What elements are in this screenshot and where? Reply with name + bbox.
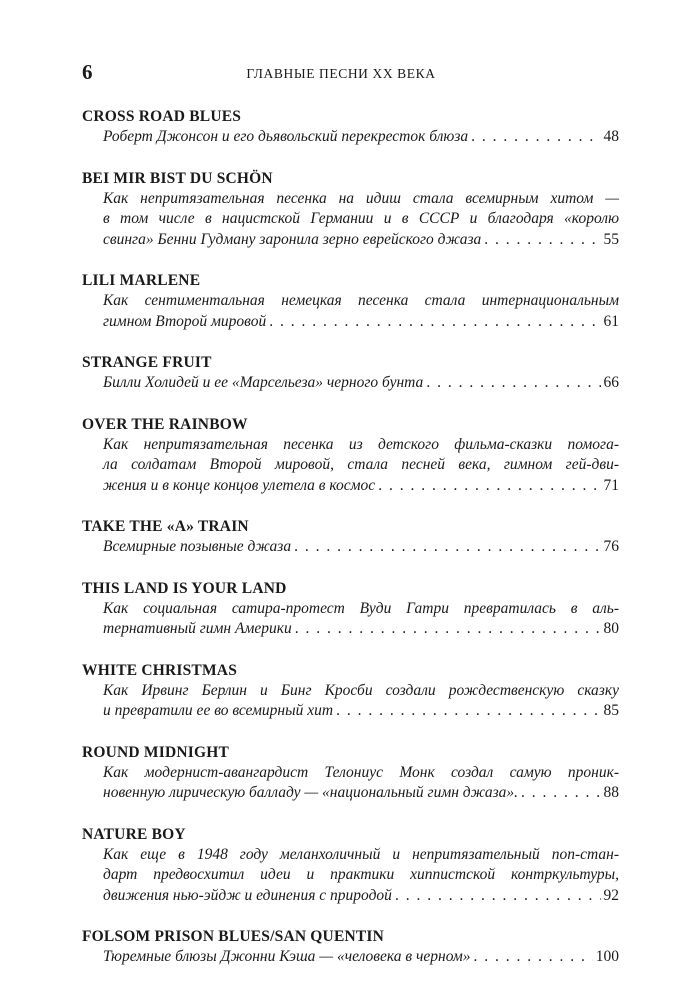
description-line (103, 373, 619, 394)
entry-description (82, 947, 619, 968)
entry-title: OVER THE RAINBOW (82, 415, 248, 433)
page-reference: 88 (603, 784, 619, 801)
description-text: ла солдатам Второй мировой, стала песней века, гимном гей-дви- (103, 456, 619, 473)
dot-leader (426, 373, 600, 394)
description-line (103, 886, 619, 907)
description-text: в том числе в нацистской Германии и в СССР и благодаря «королю (103, 210, 619, 227)
description-text: тернативный гимн Америки (103, 620, 292, 637)
description-text: Как непритязательная песенка на идиш стала всемирным хитом — (103, 189, 619, 207)
description-line (103, 455, 619, 476)
dot-leader (294, 537, 600, 558)
description-line (103, 435, 619, 456)
entry-title: CROSS ROAD BLUES (82, 108, 242, 125)
toc-entry (82, 825, 619, 907)
description-line (103, 189, 619, 210)
page-reference: 66 (603, 374, 619, 391)
description-line (103, 865, 619, 886)
toc-entry (82, 169, 619, 251)
description-line (103, 209, 619, 230)
description-line (103, 537, 619, 558)
dot-leader (378, 476, 600, 497)
description-line (103, 701, 619, 722)
entry-title: STRANGE FRUIT (82, 354, 212, 371)
dot-leader (336, 701, 600, 722)
entry-description (82, 373, 619, 394)
page-reference: 71 (603, 476, 619, 494)
dot-leader (395, 886, 601, 907)
description-line (103, 681, 619, 702)
entry-description (82, 763, 619, 804)
description-line (103, 845, 619, 866)
entry-title: BEI MIR BIST DU SCHÖN (82, 169, 273, 187)
entry-title: NATURE BOY (82, 825, 186, 843)
entry-description (82, 291, 619, 332)
description-text: Как еще в 1948 году меланхоличный и непритязательный поп-стан- (103, 845, 619, 863)
description-text: Тюремные блюзы Джонни Кэша — «человека в черном» (103, 948, 471, 965)
description-text: Как социальная сатира-протест Вуди Гатри превратилась в аль- (103, 599, 619, 617)
description-text: Роберт Джонсон и его дьявольский перекресток блюза (103, 128, 469, 145)
description-text: гимном Второй мировой (103, 312, 267, 330)
page-reference: 76 (603, 538, 619, 555)
description-text: Билли Холидей и ее «Марсельеза» черного бунта (103, 374, 424, 391)
dot-leader (521, 783, 600, 804)
entry-title: FOLSOM PRISON BLUES/SAN QUENTIN (82, 928, 385, 945)
description-line (103, 599, 619, 620)
description-text: Всемирные позывные джаза (103, 538, 292, 555)
toc-entry (82, 661, 619, 722)
description-line (103, 783, 619, 804)
entry-title: LILI MARLENE (82, 272, 201, 289)
entry-title: TAKE THE «A» TRAIN (82, 518, 249, 535)
description-line (103, 127, 619, 148)
dot-leader (471, 127, 600, 148)
description-text: движения нью-эйдж и единения с природой (103, 886, 392, 904)
toc-entry (82, 579, 619, 640)
description-text: дарт предвосхитил идеи и практики хиппистской контркультуры, (103, 866, 619, 883)
page-reference: 61 (603, 312, 619, 330)
description-text: и превратили ее во всемирный хит (103, 702, 334, 719)
description-text: свинга» Бенни Гудману заронила зерно еврейского джаза (103, 230, 482, 248)
entry-description (82, 127, 619, 148)
dot-leader (484, 230, 600, 251)
description-line (103, 619, 619, 640)
page-reference: 100 (595, 948, 619, 965)
dot-leader (295, 619, 601, 640)
toc-entry (82, 743, 619, 804)
description-text: Как сентиментальная немецкая песенка стала интернациональным (103, 292, 619, 309)
toc-entry (82, 927, 619, 968)
description-text: новенную лирическую балладу — «национальный гимн джаза». (103, 784, 519, 801)
dot-leader (269, 312, 600, 333)
description-line (103, 312, 619, 333)
toc-entry (82, 517, 619, 558)
toc-entry (82, 271, 619, 332)
entry-title: ROUND MIDNIGHT (82, 743, 230, 761)
toc-entry (82, 353, 619, 394)
description-line (103, 291, 619, 312)
description-line (103, 763, 619, 784)
description-text: Как Ирвинг Берлин и Бинг Кросби создали рождественскую сказку (103, 681, 619, 699)
entry-description (82, 537, 619, 558)
entry-description (82, 845, 619, 907)
entry-title: WHITE CHRISTMAS (82, 661, 238, 679)
page-reference: 80 (603, 620, 619, 637)
entry-description (82, 681, 619, 722)
page-number: 6 (82, 60, 93, 84)
table-of-contents (82, 107, 619, 968)
page-reference: 85 (603, 702, 619, 719)
entry-description (82, 435, 619, 497)
entry-description (82, 599, 619, 640)
description-text: Как непритязательная песенка из детского фильма-сказки помога- (103, 435, 619, 453)
toc-entry (82, 415, 619, 497)
page-reference: 92 (603, 886, 619, 904)
description-text: жения и в конце концов улетела в космос (103, 476, 376, 494)
description-text: Как модернист-авангардист Телониус Монк создал самую проник- (103, 763, 619, 781)
entry-title: THIS LAND IS YOUR LAND (82, 579, 287, 597)
entry-description (82, 189, 619, 251)
dot-leader (474, 947, 593, 968)
description-line (103, 476, 619, 497)
description-line (103, 947, 619, 968)
running-head: ГЛАВНЫЕ ПЕСНИ XX ВЕКА (246, 66, 436, 81)
description-line (103, 230, 619, 251)
toc-entry (82, 107, 619, 148)
page-reference: 55 (603, 230, 619, 248)
page-reference: 48 (603, 128, 619, 145)
